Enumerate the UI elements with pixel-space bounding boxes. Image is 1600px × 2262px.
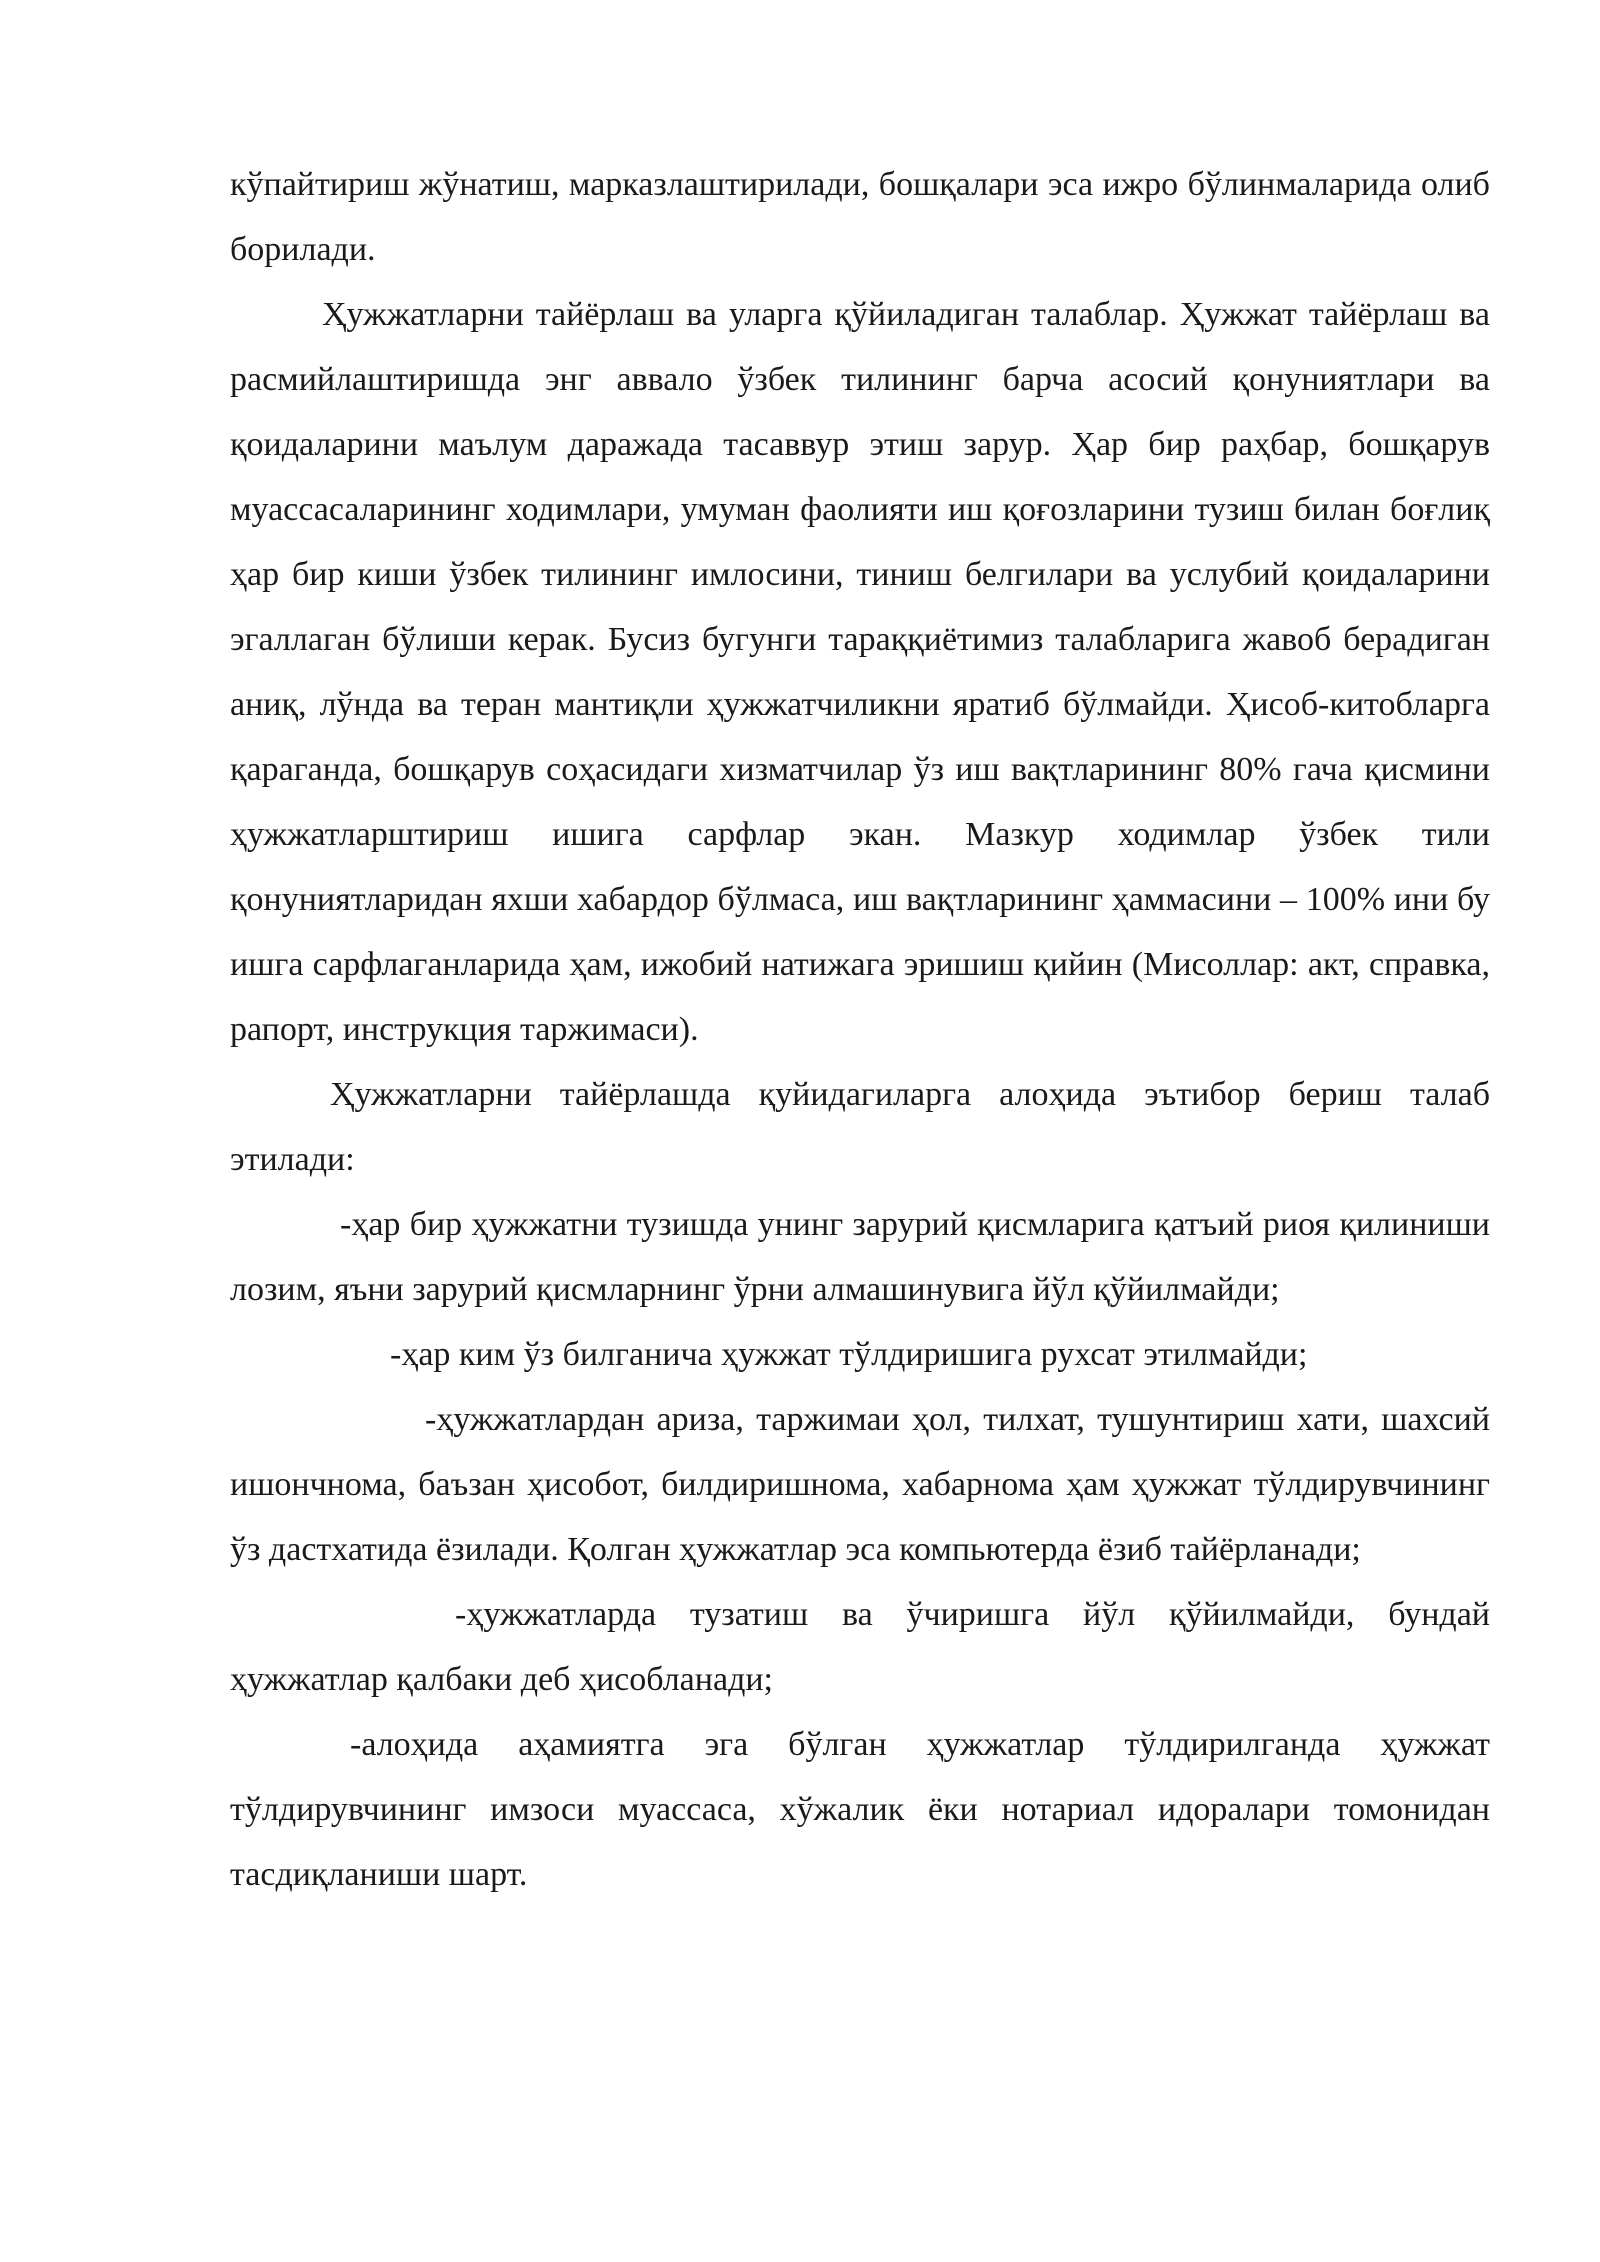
list-item-required-parts: -ҳар бир ҳужжатни тузишда унинг зарурий қисмларига қатъий риоя қилиниши лозим, яъни зарурий қисмларнинг ўрни алмашинувига йўл қўйилмайди;: [230, 1206, 1490, 1308]
list-item-no-corrections: -ҳужжатларда тузатиш ва ўчиришга йўл қўйилмайди, бундай ҳужжатлар қалбаки деб ҳисобланади;: [230, 1596, 1490, 1698]
paragraph-continuation: кўпайтириш жўнатиш, марказлаштирилади, бошқалари эса ижро бўлинмаларида олиб борилади.: [230, 166, 1490, 268]
list-item-no-arbitrary-filling: -ҳар ким ўз билганича ҳужжат тўлдиришига рухсат этилмайди;: [390, 1336, 1308, 1373]
paragraph-attention-intro: Ҳужжатларни тайёрлашда қуйидагиларга алоҳида эътибор бериш талаб этилади:: [230, 1076, 1490, 1178]
list-item-handwritten-documents: -ҳужжатлардан ариза, таржимаи ҳол, тилхат, тушунтириш хати, шахсий ишончнома, баъзан ҳисобот, билдиришнома, хабарнома ҳам ҳужжат тўлдирувчининг ўз дастхатида ёзилади. Қолган ҳужжатлар эса компьютерда ёзиб тайёрланади;: [230, 1401, 1490, 1568]
list-item-signature-certification: -алоҳида аҳамиятга эга бўлган ҳужжатлар тўлдирилганда ҳужжат тўлдирувчининг имзоси муассаса, хўжалик ёки нотариал идоралари томонидан тасдиқланиши шарт.: [230, 1726, 1490, 1893]
document-page: [230, 152, 1490, 1907]
paragraph-requirements: Ҳужжатларни тайёрлаш ва уларга қўйиладиган талаблар. Ҳужжат тайёрлаш ва расмийлаштиришда энг аввало ўзбек тилининг барча асосий қонуниятлари ва қоидаларини маълум даражада тасаввур этиш зарур. Ҳар бир раҳбар, бошқарув муассасаларининг ходимлари, умуман фаолияти иш қоғозларини тузиш билан боғлиқ ҳар бир киши ўзбек тилининг имлосини, тиниш белгилари ва услубий қоидаларини эгаллаган бўлиши керак. Бусиз бугунги тараққиётимиз талабларига жавоб берадиган аниқ, лўнда ва теран мантиқли ҳужжатчиликни яратиб бўлмайди. Ҳисоб-китобларга қараганда, бошқарув соҳасидаги хизматчилар ўз иш вақтларининг 80% гача қисмини ҳужжатларштириш ишига сарфлар экан. Мазкур ходимлар ўзбек тили қонуниятларидан яхши хабардор бўлмаса, иш вақтларининг ҳаммасини – 100% ини бу ишга сарфлаганларида ҳам, ижобий натижага эришиш қийин (Мисоллар: акт, справка, рапорт, инструкция таржимаси).: [230, 296, 1490, 1048]
